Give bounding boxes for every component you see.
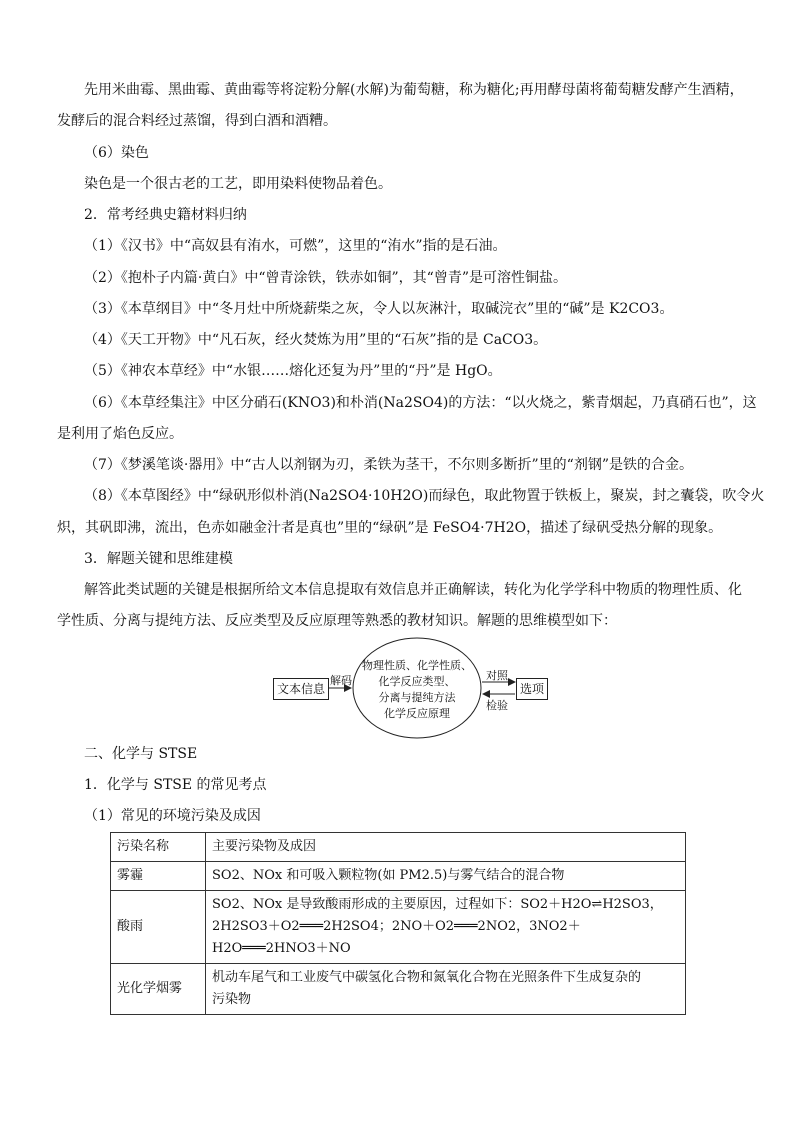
row-acid-rain-desc [206, 891, 686, 964]
center-line-1: 物理性质、化学性质、 [362, 659, 472, 672]
dye-heading: （6）染色 [84, 145, 149, 161]
row-acid-rain-name: 酸雨 [111, 891, 206, 964]
classics-item-2: （2）《抱朴子内篇·黄白》中“曾青涂铁，铁赤如铜”，其“曾青”是可溶性铜盐。 [84, 270, 567, 286]
decode-label: 解码 [330, 674, 352, 687]
classics-item-4: （4）《天工开物》中“凡石灰，经火焚炼为用”里的“石灰”指的是 CaCO3。 [84, 332, 548, 348]
verify-label: 检验 [486, 699, 508, 712]
dye-text: 染色是一个很古老的工艺，即用染料使物品着色。 [84, 176, 392, 192]
model-line-2: 学性质、分离与提纯方法、反应类型及反应原理等熟悉的教材知识。解题的思维模型如下： [57, 613, 617, 629]
smog-line-2: 污染物 [212, 992, 252, 1007]
section-2-heading: 二、化学与 STSE [84, 746, 198, 762]
center-line-2: 化学反应类型、 [378, 675, 456, 688]
classics-item-7: （7）《梦溪笔谈·器用》中“古人以剂钢为刃，柔铁为茎干，不尔则多断折”里的“剂钢”是铁的合金。 [84, 457, 693, 473]
classics-item-1: （1）《汉书》中“高奴县有洧水，可燃”，这里的“洧水”指的是石油。 [84, 238, 507, 254]
classics-heading: 2．常考经典史籍材料归纳 [84, 207, 247, 223]
classics-item-6-line-2: 是利用了焰色反应。 [57, 426, 183, 442]
smog-line-1: 机动车尾气和工业废气中碳氢化合物和氮氧化合物在光照条件下生成复杂的 [212, 970, 642, 985]
classics-item-8-line-2: 炽，其矾即沸，流出，色赤如融金汁者是真也”里的“绿矾”是 FeSO4·7H2O，描述了绿矾受热分解的现象。 [57, 520, 723, 536]
section-2-sub-2: （1）常见的环境污染及成因 [84, 808, 261, 824]
thinking-model-diagram [270, 636, 560, 740]
acid-rain-line-1: SO2、NOx 是导致酸雨形成的主要原因，过程如下：SO2＋H2O⇌H2SO3， [212, 897, 663, 912]
options-box: 选项 [516, 678, 548, 700]
row-smog-desc [206, 964, 686, 1015]
table-row [111, 891, 686, 964]
model-heading: 3．解题关键和思维建模 [84, 551, 233, 567]
text-info-box: 文本信息 [273, 678, 329, 700]
pollution-table [110, 832, 686, 1015]
table-row [111, 862, 686, 891]
row-smog-name: 光化学烟雾 [111, 964, 206, 1015]
table-row [111, 964, 686, 1015]
classics-item-8-line-1: （8）《本草图经》中“绿矾形似朴消(Na2SO4·10H2O)而绿色，取此物置于铁板上，聚炭，封之囊袋，吹令火 [84, 488, 765, 504]
table-header-row [111, 833, 686, 862]
acid-rain-line-2: 2H2SO3＋O2═══2H2SO4；2NO＋O2═══2NO2，3NO2＋H2O═══2HNO3＋NO [212, 919, 581, 956]
compare-label: 对照 [486, 669, 508, 682]
model-line-1: 解答此类试题的关键是根据所给文本信息提取有效信息并正确解读，转化为化学学科中物质的物理性质、化 [84, 582, 742, 598]
row-haze-desc: SO2、NOx 和可吸入颗粒物(如 PM2.5)与雾气结合的混合物 [206, 862, 686, 891]
header-pollution-name: 污染名称 [111, 833, 206, 862]
classics-item-6-line-1: （6）《本草经集注》中区分硝石(KNO3)和朴消(Na2SO4)的方法：“以火烧之，紫青烟起，乃真硝石也”，这 [84, 395, 757, 411]
center-line-4: 化学反应原理 [384, 707, 450, 720]
row-haze-name: 雾霾 [111, 862, 206, 891]
classics-item-3: （3）《本草纲目》中“冬月灶中所烧薪柴之灰，令人以灰淋汁，取碱浣衣”里的“碱”是 K2CO3。 [84, 301, 674, 317]
intro-line-2: 发酵后的混合料经过蒸馏，得到白酒和酒糟。 [57, 113, 337, 129]
center-line-3: 分离与提纯方法 [378, 691, 456, 704]
header-main-pollutants: 主要污染物及成因 [206, 833, 686, 862]
section-2-sub-1: 1．化学与 STSE 的常见考点 [84, 777, 267, 793]
classics-item-5: （5）《神农本草经》中“水银……熔化还复为丹”里的“丹”是 HgO。 [84, 363, 502, 379]
intro-line-1: 先用米曲霉、黑曲霉、黄曲霉等将淀粉分解(水解)为葡萄糖，称为糖化;再用酵母菌将葡萄糖发酵产生酒精， [84, 82, 744, 98]
